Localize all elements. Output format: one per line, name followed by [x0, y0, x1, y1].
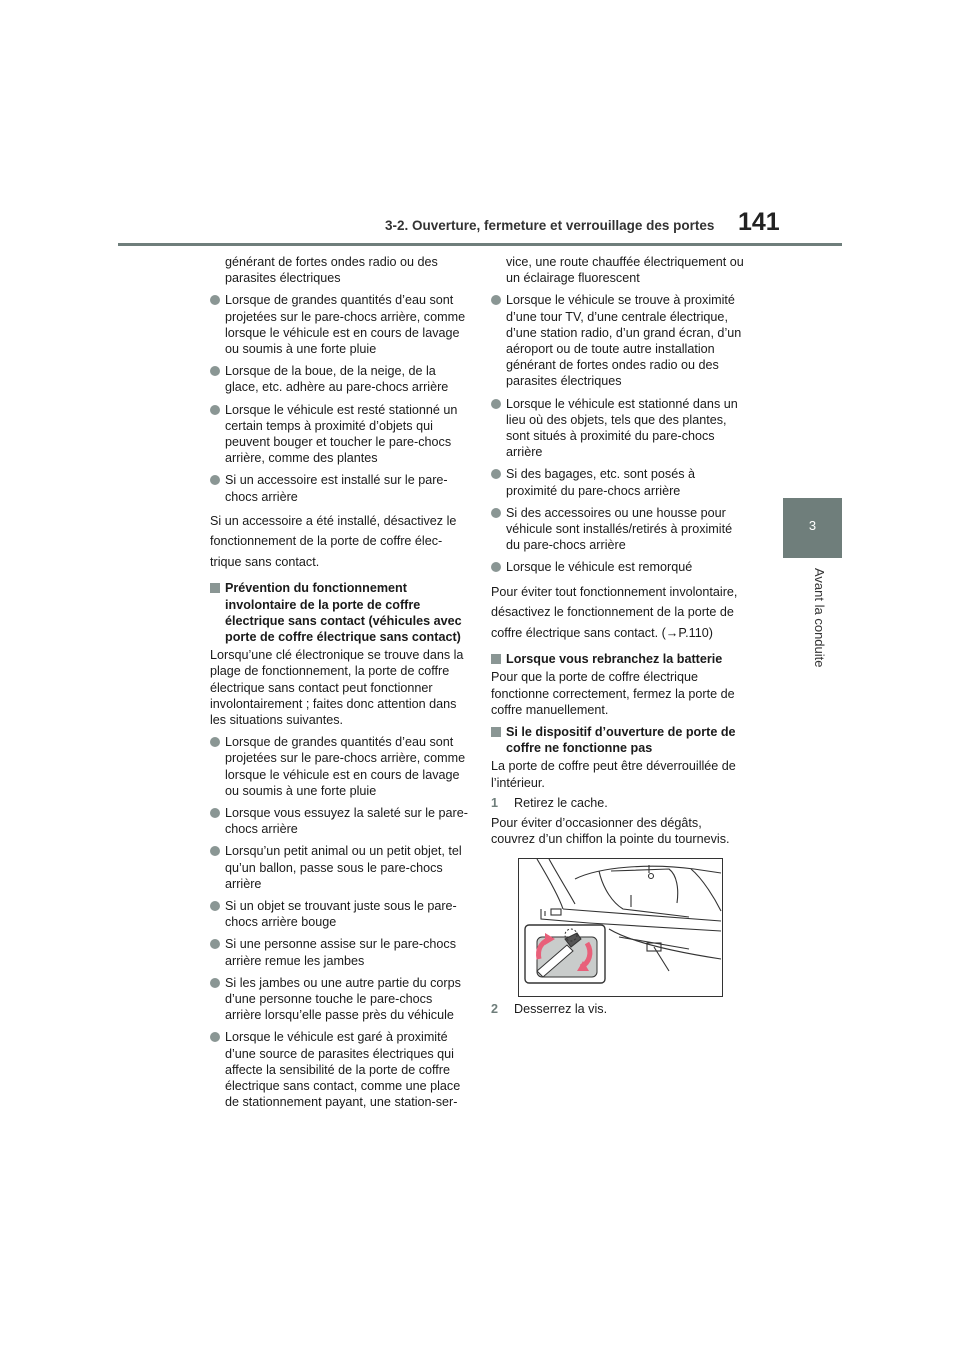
bullet-item: Si des bagages, etc. sont posés à proximité du pare-chocs arrière — [491, 466, 747, 498]
left-column — [210, 254, 468, 1116]
header-rule — [118, 243, 842, 246]
chapter-label: Avant la conduite — [812, 568, 827, 668]
heading-prevention: Prévention du fonctionnement involontaire de la porte de coffre électrique sans contact (véhicules avec porte de coffre électrique sans contact) — [210, 580, 468, 645]
step-1-note: Pour éviter d’occasionner des dégâts, couvrez d’un chiffon la pointe du tournevis. — [491, 815, 730, 847]
bullet-item: Lorsque le véhicule est stationné dans un lieu où des objets, tels que des plantes, sont situés à proximité du pare-chocs arrière — [491, 396, 747, 461]
bullet-item: Lorsque de grandes quantités d’eau sont projetées sur le pare-chocs arrière, comme lorsque le véhicule est en cours de lavage ou soumis à une forte pluie — [210, 292, 468, 357]
note-line: désactivez le fonctionnement de la porte de — [491, 605, 734, 620]
bullet-item: Si un accessoire est installé sur le pare-chocs arrière — [210, 472, 468, 504]
square-bullet-icon — [491, 727, 501, 737]
square-bullet-icon — [210, 583, 220, 593]
bullet-item: Lorsque le véhicule se trouve à proximité d’une tour TV, d’une centrale électrique, d’une station radio, d’un grand écran, d’un aéroport ou de toute autre installation générant de fortes ondes radio ou des parasites électriques — [491, 292, 747, 389]
page-number: 141 — [738, 208, 780, 236]
bullet-item: Si un objet se trouvant juste sous le pare-chocs arrière bouge — [210, 898, 468, 930]
round-bullet-icon — [210, 901, 220, 911]
round-bullet-icon — [210, 366, 220, 376]
bullet-item: Si les jambes ou une autre partie du corps d’une personne touche le pare-chocs arrière lorsqu’elle passe près du véhicule — [210, 975, 468, 1024]
round-bullet-icon — [210, 808, 220, 818]
deactivate-note — [491, 582, 747, 644]
section-title: 3-2. Ouverture, fermeture et verrouillage des portes — [385, 218, 715, 233]
bullet-continuation: vice, une route chauffée électriquement ou un éclairage fluorescent — [506, 255, 744, 286]
round-bullet-icon — [210, 737, 220, 747]
round-bullet-icon — [491, 295, 501, 305]
round-bullet-icon — [210, 1032, 220, 1042]
bullet-item: Lorsque de grandes quantités d’eau sont projetées sur le pare-chocs arrière, comme lorsque le véhicule est en cours de lavage ou soumis à une forte pluie — [210, 734, 468, 799]
bullet-item: Lorsque le véhicule est remorqué — [491, 559, 747, 575]
bullet-continuation: générant de fortes ondes radio ou des parasites électriques — [225, 255, 438, 286]
round-bullet-icon — [491, 562, 501, 572]
round-bullet-icon — [210, 846, 220, 856]
note-line: trique sans contact. — [210, 554, 320, 569]
bullet-item: Si des accessoires ou une housse pour véhicule sont installés/retirés à proximité du pare-chocs arrière — [491, 505, 747, 554]
tailgate-illustration — [518, 858, 723, 997]
bullet-item: Lorsque le véhicule est garé à proximité d’une source de parasites électriques qui affecte la sensibilité de la porte de coffre électrique sans contact, comme une place de stationnement payant, une station-ser- — [210, 1029, 468, 1110]
note-line: fonctionnement de la porte de coffre élec- — [210, 534, 443, 549]
bullet-item: Si une personne assise sur le pare-chocs arrière remue les jambes — [210, 936, 468, 968]
chapter-tab[interactable] — [783, 498, 842, 558]
bullet-item: Lorsque de la boue, de la neige, de la glace, etc. adhère au pare-chocs arrière — [210, 363, 468, 395]
square-bullet-icon — [491, 654, 501, 664]
step-number: 1 — [491, 795, 499, 810]
prevention-intro: Lorsqu’une clé électronique se trouve dans la plage de fonctionnement, la porte de coffre électrique sans contact peut fonctionner involontairement ; faites donc attention dans les situations suivantes. — [210, 648, 464, 727]
step-number: 2 — [491, 1002, 499, 1016]
accessory-note — [210, 511, 468, 573]
note-line: Pour éviter tout fonctionnement involontaire, — [491, 584, 738, 599]
right-column — [491, 254, 747, 853]
round-bullet-icon — [491, 469, 501, 479]
heading-battery: Lorsque vous rebranchez la batterie — [491, 651, 747, 667]
step-2 — [491, 1001, 747, 1017]
round-bullet-icon — [491, 399, 501, 409]
note-line: Si un accessoire a été installé, désactivez le — [210, 513, 457, 528]
tailgate-drawing — [519, 859, 722, 996]
step-1: 1 Retirez le cache. — [491, 795, 608, 810]
bullet-item: Lorsque vous essuyez la saleté sur le pare-chocs arrière — [210, 805, 468, 837]
heading-opening: Si le dispositif d’ouverture de porte de coffre ne fonctionne pas — [491, 724, 747, 756]
round-bullet-icon — [491, 508, 501, 518]
step-2-text: Desserrez la vis. — [514, 1002, 608, 1016]
note-line: coffre électrique sans contact. (→P.110) — [491, 625, 713, 640]
round-bullet-icon — [210, 939, 220, 949]
round-bullet-icon — [210, 405, 220, 415]
chapter-number: 3 — [808, 518, 817, 533]
bullet-item: Lorsqu’un petit animal ou un petit objet, tel qu’un ballon, passe sous le pare-chocs arrière — [210, 843, 468, 892]
bullet-item: Lorsque le véhicule est resté stationné un certain temps à proximité d’objets qui peuvent bouger et toucher le pare-chocs arrière, comme des plantes — [210, 402, 468, 467]
round-bullet-icon — [210, 978, 220, 988]
round-bullet-icon — [210, 475, 220, 485]
round-bullet-icon — [210, 295, 220, 305]
battery-text: Pour que la porte de coffre électrique fonctionne correctement, fermez la porte de coffre manuellement. — [491, 670, 735, 717]
opening-text: La porte de coffre peut être déverrouillée de l’intérieur. — [491, 759, 736, 790]
